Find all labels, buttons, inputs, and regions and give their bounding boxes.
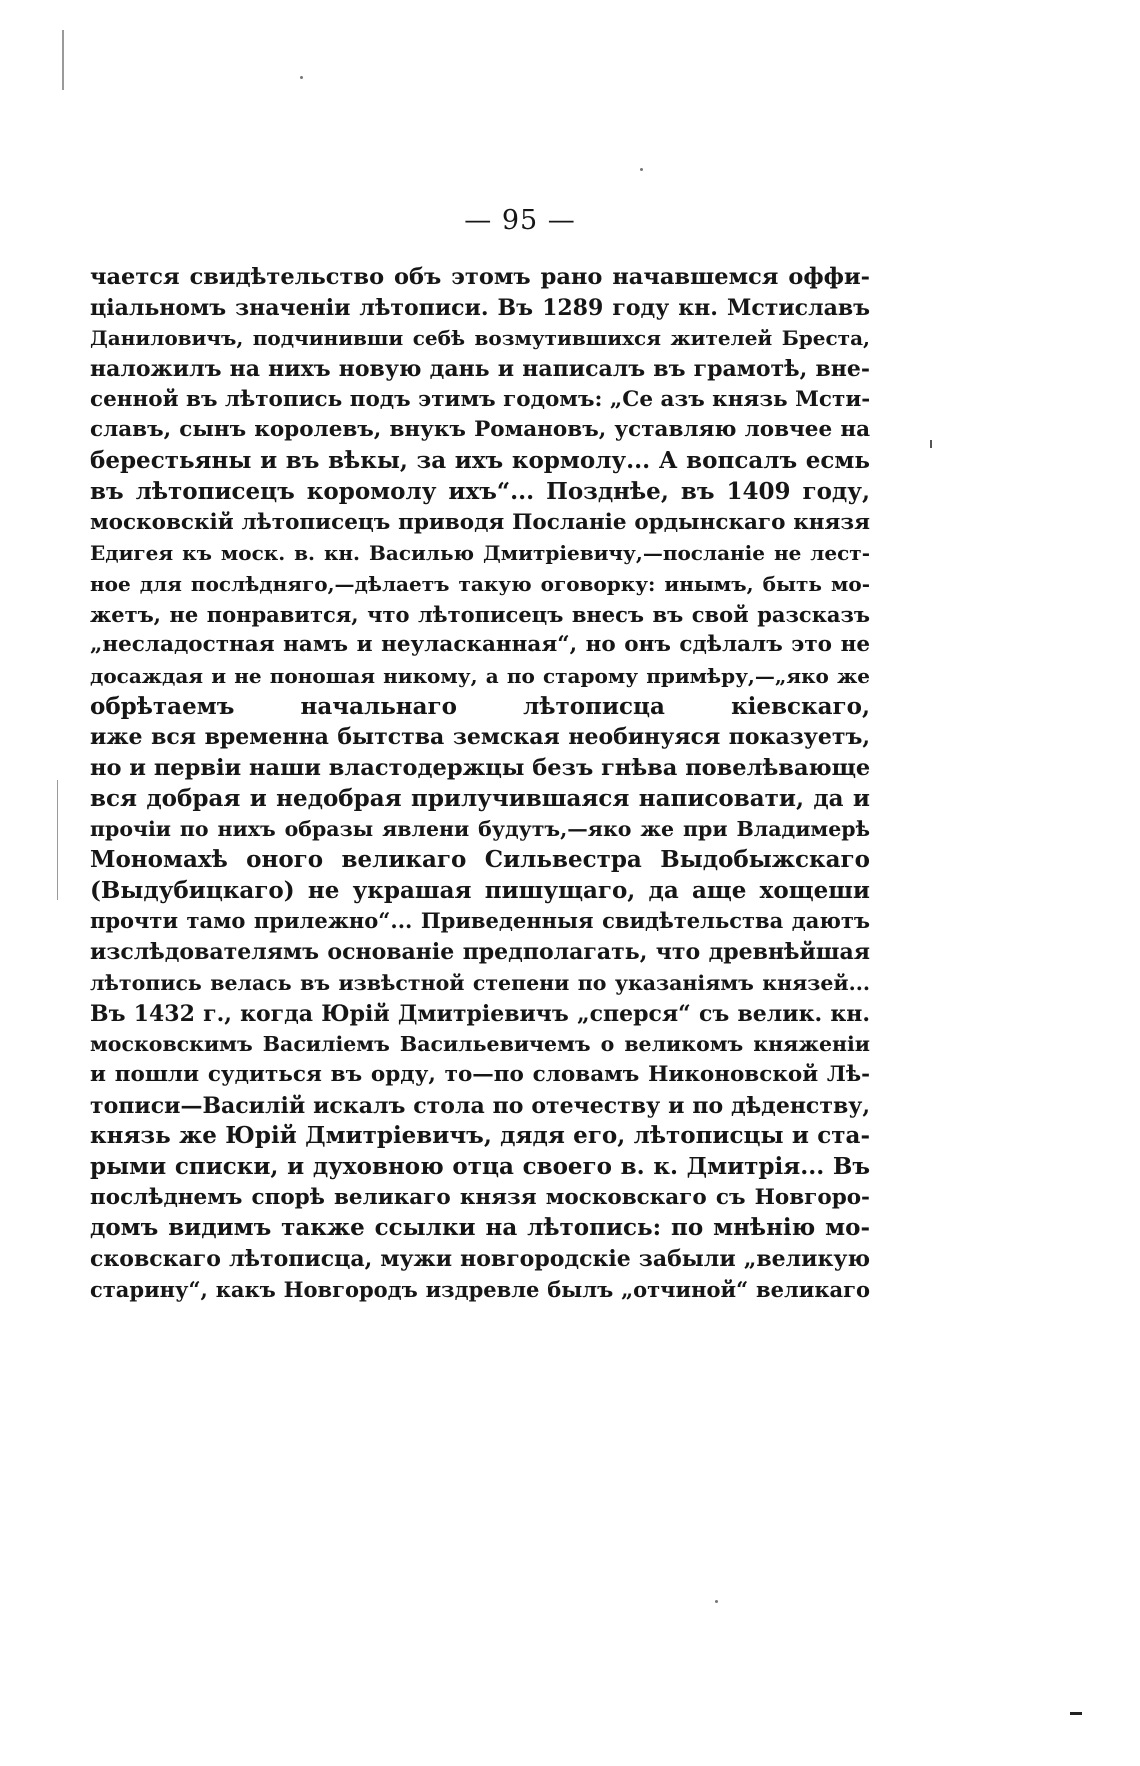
text-line: Въ 1432 г., когда Юрій Дмитріевичъ „сперся“ съ велик. кн. — [90, 1000, 870, 1027]
text-line: иже вся временна бытства земская необинуяся показуетъ, — [90, 724, 870, 751]
text-line: но и первіи наши властодержцы безъ гнѣва повелѣвающе — [90, 755, 870, 781]
text-line: князь же Юрій Дмитріевичъ, дядя его, лѣтописцы и ста- — [90, 1122, 870, 1150]
text-line: ное для послѣдняго,—дѣлаетъ такую оговорку: инымъ, быть мо- — [90, 571, 870, 596]
text-line: рыми списки, и духовною отца своего в. к. Дмитрія... Въ — [90, 1152, 870, 1180]
text-line: изслѣдователямъ основаніе предполагать, что древнѣйшая — [90, 939, 870, 966]
scan-speck — [715, 1600, 718, 1603]
scan-speck — [640, 168, 643, 171]
scan-edge-mark — [57, 780, 58, 900]
text-line: сковскаго лѣтописца, мужи новгородскіе забыли „великую — [90, 1246, 870, 1272]
text-line: московскій лѣтописецъ приводя Посланіе ордынскаго князя — [90, 509, 870, 535]
text-line: вся добрая и недобрая прилучившаяся написовати, да и — [90, 784, 870, 812]
text-line: прочіи по нихъ образы явлени будутъ,—яко же при Владимерѣ — [90, 817, 870, 842]
text-line: ціальномъ значеніи лѣтописи. Въ 1289 году кн. Мстиславъ — [90, 294, 870, 321]
text-line: старину“, какъ Новгородъ издревле былъ „отчиной“ великаго — [90, 1276, 870, 1302]
text-line: (Выдубицкаго) не украшая пишущаго, да аще хощеши — [90, 876, 870, 904]
text-line: славъ, сынъ королевъ, внукъ Романовъ, уставляю ловчее на — [90, 417, 870, 443]
text-line: домъ видимъ также ссылки на лѣтопись: по мнѣнію мо- — [90, 1214, 870, 1242]
text-line: Даниловичъ, подчинивши себѣ возмутившихся жителей Бреста, — [90, 326, 870, 351]
scan-speck — [300, 76, 303, 79]
text-line: Мономахѣ оного великаго Сильвестра Выдобыжскаго — [90, 846, 870, 874]
text-line: досаждая и не поношая никому, а по старому примѣру,—„яко же — [90, 663, 870, 688]
margin-mark — [1070, 1712, 1082, 1715]
text-line: и пошли судиться въ орду, то—по словамъ Никоновской Лѣ- — [90, 1061, 870, 1087]
text-line: обрѣтаемъ начальнаго лѣтописца кіевскаго, — [90, 692, 870, 720]
text-line: Едигея къ моск. в. кн. Василью Дмитріевичу,—посланіе не лест- — [90, 541, 870, 566]
text-line: сенной въ лѣтопись подъ этимъ годомъ: „Се азъ князь Мсти- — [90, 386, 870, 412]
body-text — [90, 262, 870, 1305]
text-line: жетъ, не понравится, что лѣтописецъ внесъ въ свой разсказъ — [90, 601, 870, 627]
scan-edge-mark — [62, 30, 64, 90]
text-line: въ лѣтописецъ коромолу ихъ“... Позднѣе, въ 1409 году, — [90, 477, 870, 505]
text-line: „несладостная намъ и неуласканная“, но онъ сдѣлалъ это не — [90, 632, 870, 658]
text-line: чается свидѣтельство объ этомъ рано начавшемся оффи- — [90, 264, 870, 290]
margin-mark — [930, 440, 932, 448]
text-line: лѣтопись велась въ извѣстной степени по указаніямъ князей... — [90, 970, 870, 995]
text-line: тописи—Василій искалъ стола по отечеству и по дѣденству, — [90, 1092, 870, 1119]
text-line: прочти тамо прилежно“... Приведенныя свидѣтельства даютъ — [90, 908, 870, 934]
text-line: послѣднемъ спорѣ великаго князя московскаго съ Новгоро- — [90, 1184, 870, 1210]
page-number: — 95 — — [464, 205, 576, 236]
text-line: берестьяны и въ вѣкы, за ихъ кормолу... А вопсалъ есмь — [90, 447, 870, 475]
text-line: московскимъ Василіемъ Васильевичемъ о великомъ княженіи — [90, 1032, 870, 1057]
text-line: наложилъ на нихъ новую дань и написалъ въ грамотѣ, вне- — [90, 356, 870, 383]
